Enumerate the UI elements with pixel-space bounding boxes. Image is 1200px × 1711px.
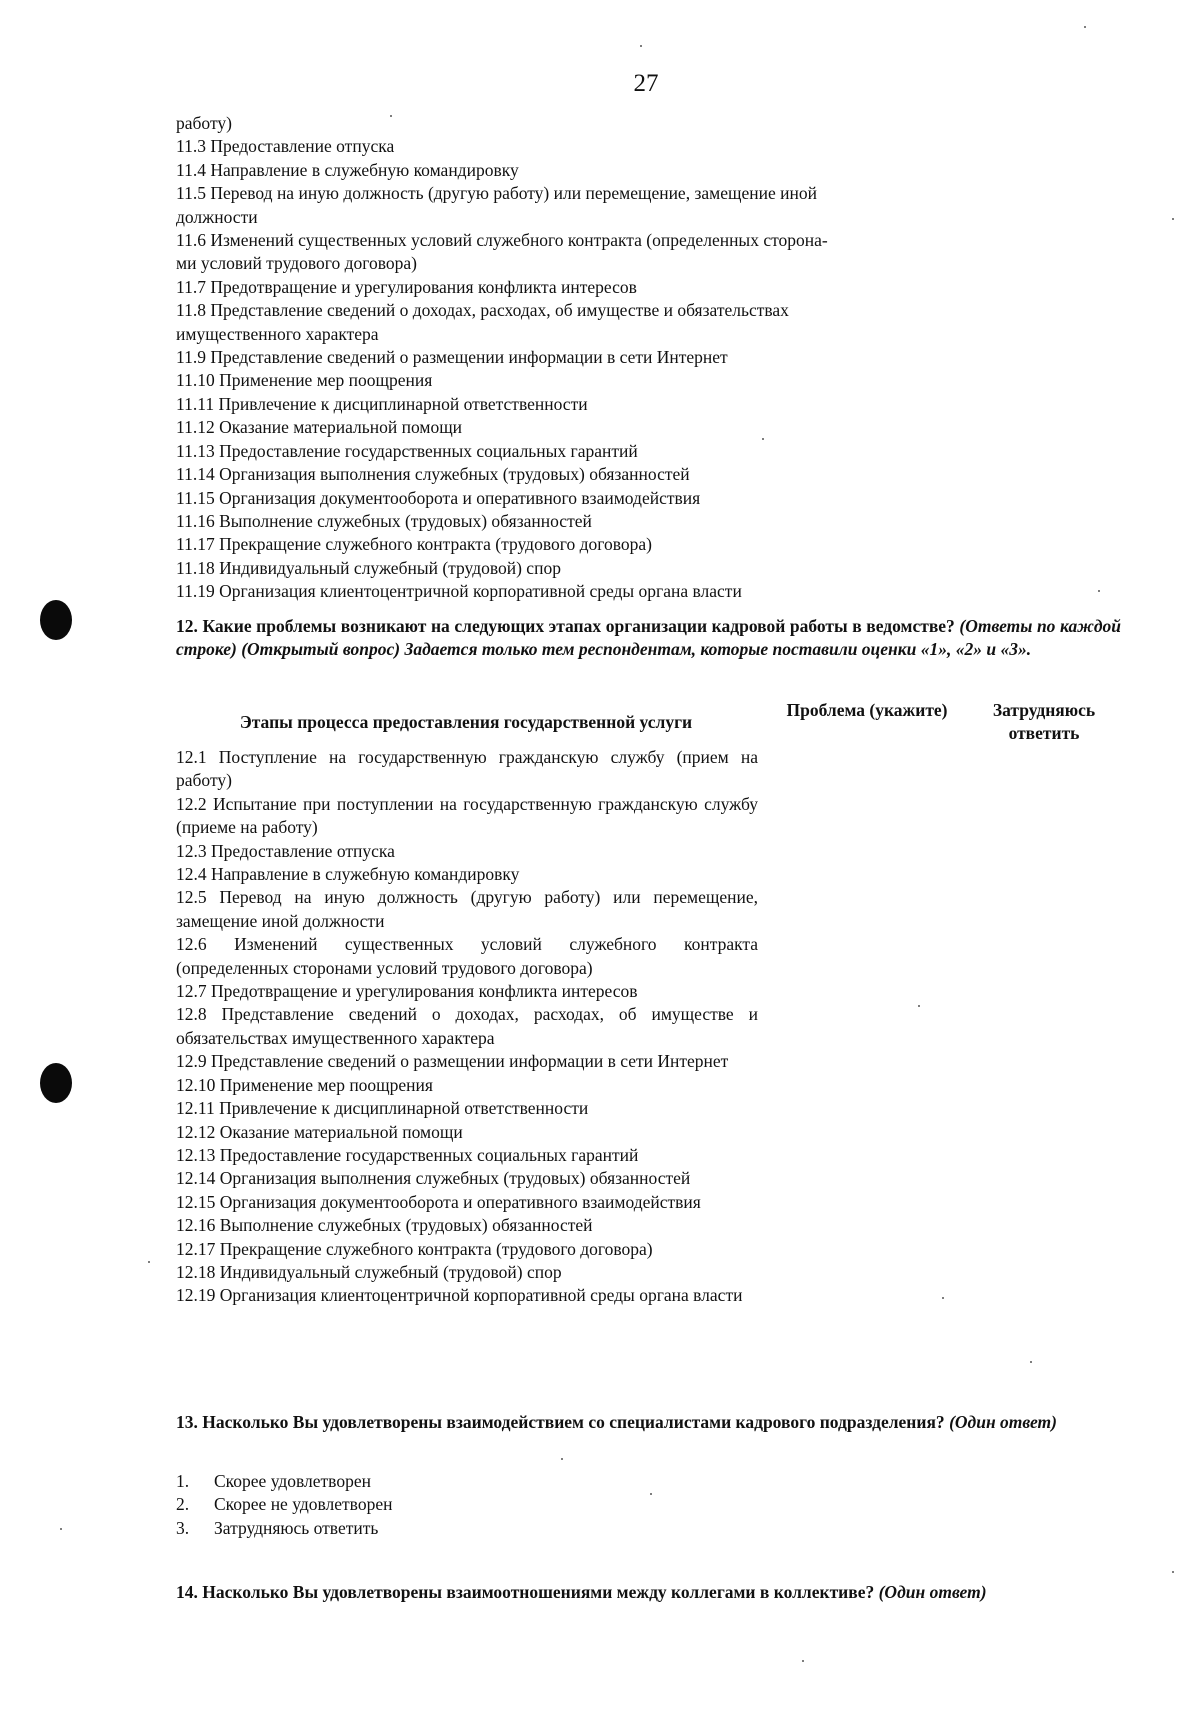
list-item: 11.16 Выполнение служебных (трудовых) обязанностей [176, 510, 592, 531]
table-row: 12.8 Представление сведений о доходах, расходах, об имуществе и обязательствах имущественного характера [176, 1004, 758, 1048]
question-13-instruction: (Один ответ) [949, 1412, 1057, 1432]
list-item: 11.7 Предотвращение и урегулирования конфликта интересов [176, 276, 637, 297]
list-item: 11.10 Применение мер поощрения [176, 370, 433, 391]
table-row: 12.18 Индивидуальный служебный (трудовой) спор [176, 1261, 562, 1282]
list-item: 11.9 Представление сведений о размещении информации в сети Интернет [176, 347, 728, 368]
scan-speck [942, 1297, 944, 1299]
scan-speck [650, 1493, 652, 1495]
question-13 [176, 1411, 1121, 1434]
list-item: 11.8 Представление сведений о доходах, расходах, об имуществе и обязательствах [176, 300, 789, 321]
punch-hole [40, 1063, 72, 1103]
table-row: 12.2 Испытание при поступлении на государственную гражданскую службу (приеме на работу) [176, 793, 758, 838]
option-number: 2. [176, 1494, 190, 1515]
scan-speck [148, 1261, 150, 1263]
scan-speck [918, 1005, 920, 1007]
table-row: 12.7 Предотвращение и урегулирования конфликта интересов [176, 981, 638, 1002]
table-row: 12.10 Применение мер поощрения [176, 1074, 433, 1095]
table-row: 12.17 Прекращение служебного контракта (трудового договора) [176, 1238, 653, 1259]
list-item: 11.19 Организация клиентоцентричной корпоративной среды органа власти [176, 581, 742, 602]
list-item: работу) [176, 113, 232, 133]
page-number: 27 [633, 70, 659, 97]
question-12-instruction: (Ответы по каждой строке) (Открытый вопрос) Задается только тем респондентам, которые поставили оценки «1», «2» и «3». [176, 616, 1122, 660]
scan-speck [640, 45, 642, 47]
option-label: Скорее не удовлетворен [214, 1494, 393, 1515]
answer-option [176, 1493, 392, 1516]
list-item: 11.17 Прекращение служебного контракта (трудового договора) [176, 534, 652, 555]
list-item: должности [176, 206, 258, 227]
list-item: 11.4 Направление в служебную командировку [176, 159, 519, 180]
question-14-instruction: (Один ответ) [878, 1582, 987, 1602]
scan-speck [1098, 590, 1100, 592]
question-13-title: 13. Насколько Вы удовлетворены взаимодействием со специалистами кадрового подразделения? [176, 1412, 945, 1432]
table-row: 12.16 Выполнение служебных (трудовых) обязанностей [176, 1215, 593, 1236]
list-item: 11.14 Организация выполнения служебных (трудовых) обязанностей [176, 464, 690, 485]
table-row: 12.11 Привлечение к дисциплинарной ответственности [176, 1098, 589, 1119]
option-number: 3. [176, 1517, 190, 1538]
question-12-table-rows [176, 746, 758, 1308]
table-row: 12.13 Предоставление государственных социальных гарантий [176, 1144, 639, 1165]
list-item: 11.6 Изменений существенных условий служебного контракта (определенных сторона- [176, 230, 828, 251]
table-row: 12.4 Направление в служебную командировку [176, 864, 520, 885]
list-item: 11.15 Организация документооборота и оперативного взаимодействия [176, 487, 701, 508]
question-14 [176, 1581, 1121, 1604]
scan-speck [1030, 1361, 1032, 1363]
option-label: Затрудняюсь ответить [214, 1517, 379, 1538]
table-header-difficult-to-answer: Затрудняюсь ответить [992, 700, 1096, 744]
list-item: 11.12 Оказание материальной помощи [176, 417, 463, 438]
scan-speck [1172, 1571, 1174, 1573]
scan-speck [1172, 218, 1174, 220]
option-label: Скорее удовлетворен [214, 1471, 371, 1491]
punch-hole [40, 600, 72, 640]
answer-option [176, 1470, 392, 1493]
list-item: ми условий трудового договора) [176, 253, 418, 274]
list-item: 11.18 Индивидуальный служебный (трудовой) спор [176, 557, 561, 578]
table-row: 12.3 Предоставление отпуска [176, 840, 395, 861]
list-item: 11.13 Предоставление государственных социальных гарантий [176, 440, 638, 461]
table-header-problem: Проблема (укажите) [786, 700, 948, 720]
question-13-options [176, 1470, 392, 1540]
scan-speck [561, 1458, 563, 1460]
table-row: 12.12 Оказание материальной помощи [176, 1121, 463, 1142]
table-row: 12.6 Изменений существенных условий служебного контракта (определенных сторонами условий трудового договора) [176, 934, 758, 978]
scan-speck [802, 1660, 804, 1662]
option-number: 1. [176, 1471, 190, 1491]
question-12 [176, 615, 1121, 662]
question-14-title: 14. Насколько Вы удовлетворены взаимоотношениями между коллегами в коллективе? [176, 1582, 875, 1602]
table-row: 12.9 Представление сведений о размещении информации в сети Интернет [176, 1051, 729, 1072]
table-row: 12.19 Организация клиентоцентричной корпоративной среды органа власти [176, 1285, 743, 1306]
question-12-title: 12. Какие проблемы возникают на следующих этапах организации кадровой работы в ведомстве? [176, 616, 955, 636]
answer-option [176, 1517, 392, 1540]
list-item: 11.5 Перевод на иную должность (другую работу) или перемещение, замещение иной [176, 183, 817, 204]
scan-speck [60, 1528, 62, 1530]
list-item: 11.3 Предоставление отпуска [176, 136, 395, 157]
table-row: 12.5 Перевод на иную должность (другую работу) или перемещение, замещение иной должности [176, 887, 758, 931]
table-row: 12.15 Организация документооборота и оперативного взаимодействия [176, 1191, 701, 1212]
question-11-list [176, 112, 941, 604]
table-header-stages: Этапы процесса предоставления государственной услуги [239, 712, 693, 732]
scan-speck [1084, 26, 1086, 28]
list-item: 11.11 Привлечение к дисциплинарной ответственности [176, 393, 588, 414]
table-row: 12.14 Организация выполнения служебных (трудовых) обязанностей [176, 1168, 691, 1189]
list-item: имущественного характера [176, 323, 379, 344]
table-row: 12.1 Поступление на государственную гражданскую службу (прием на работу) [176, 747, 758, 791]
